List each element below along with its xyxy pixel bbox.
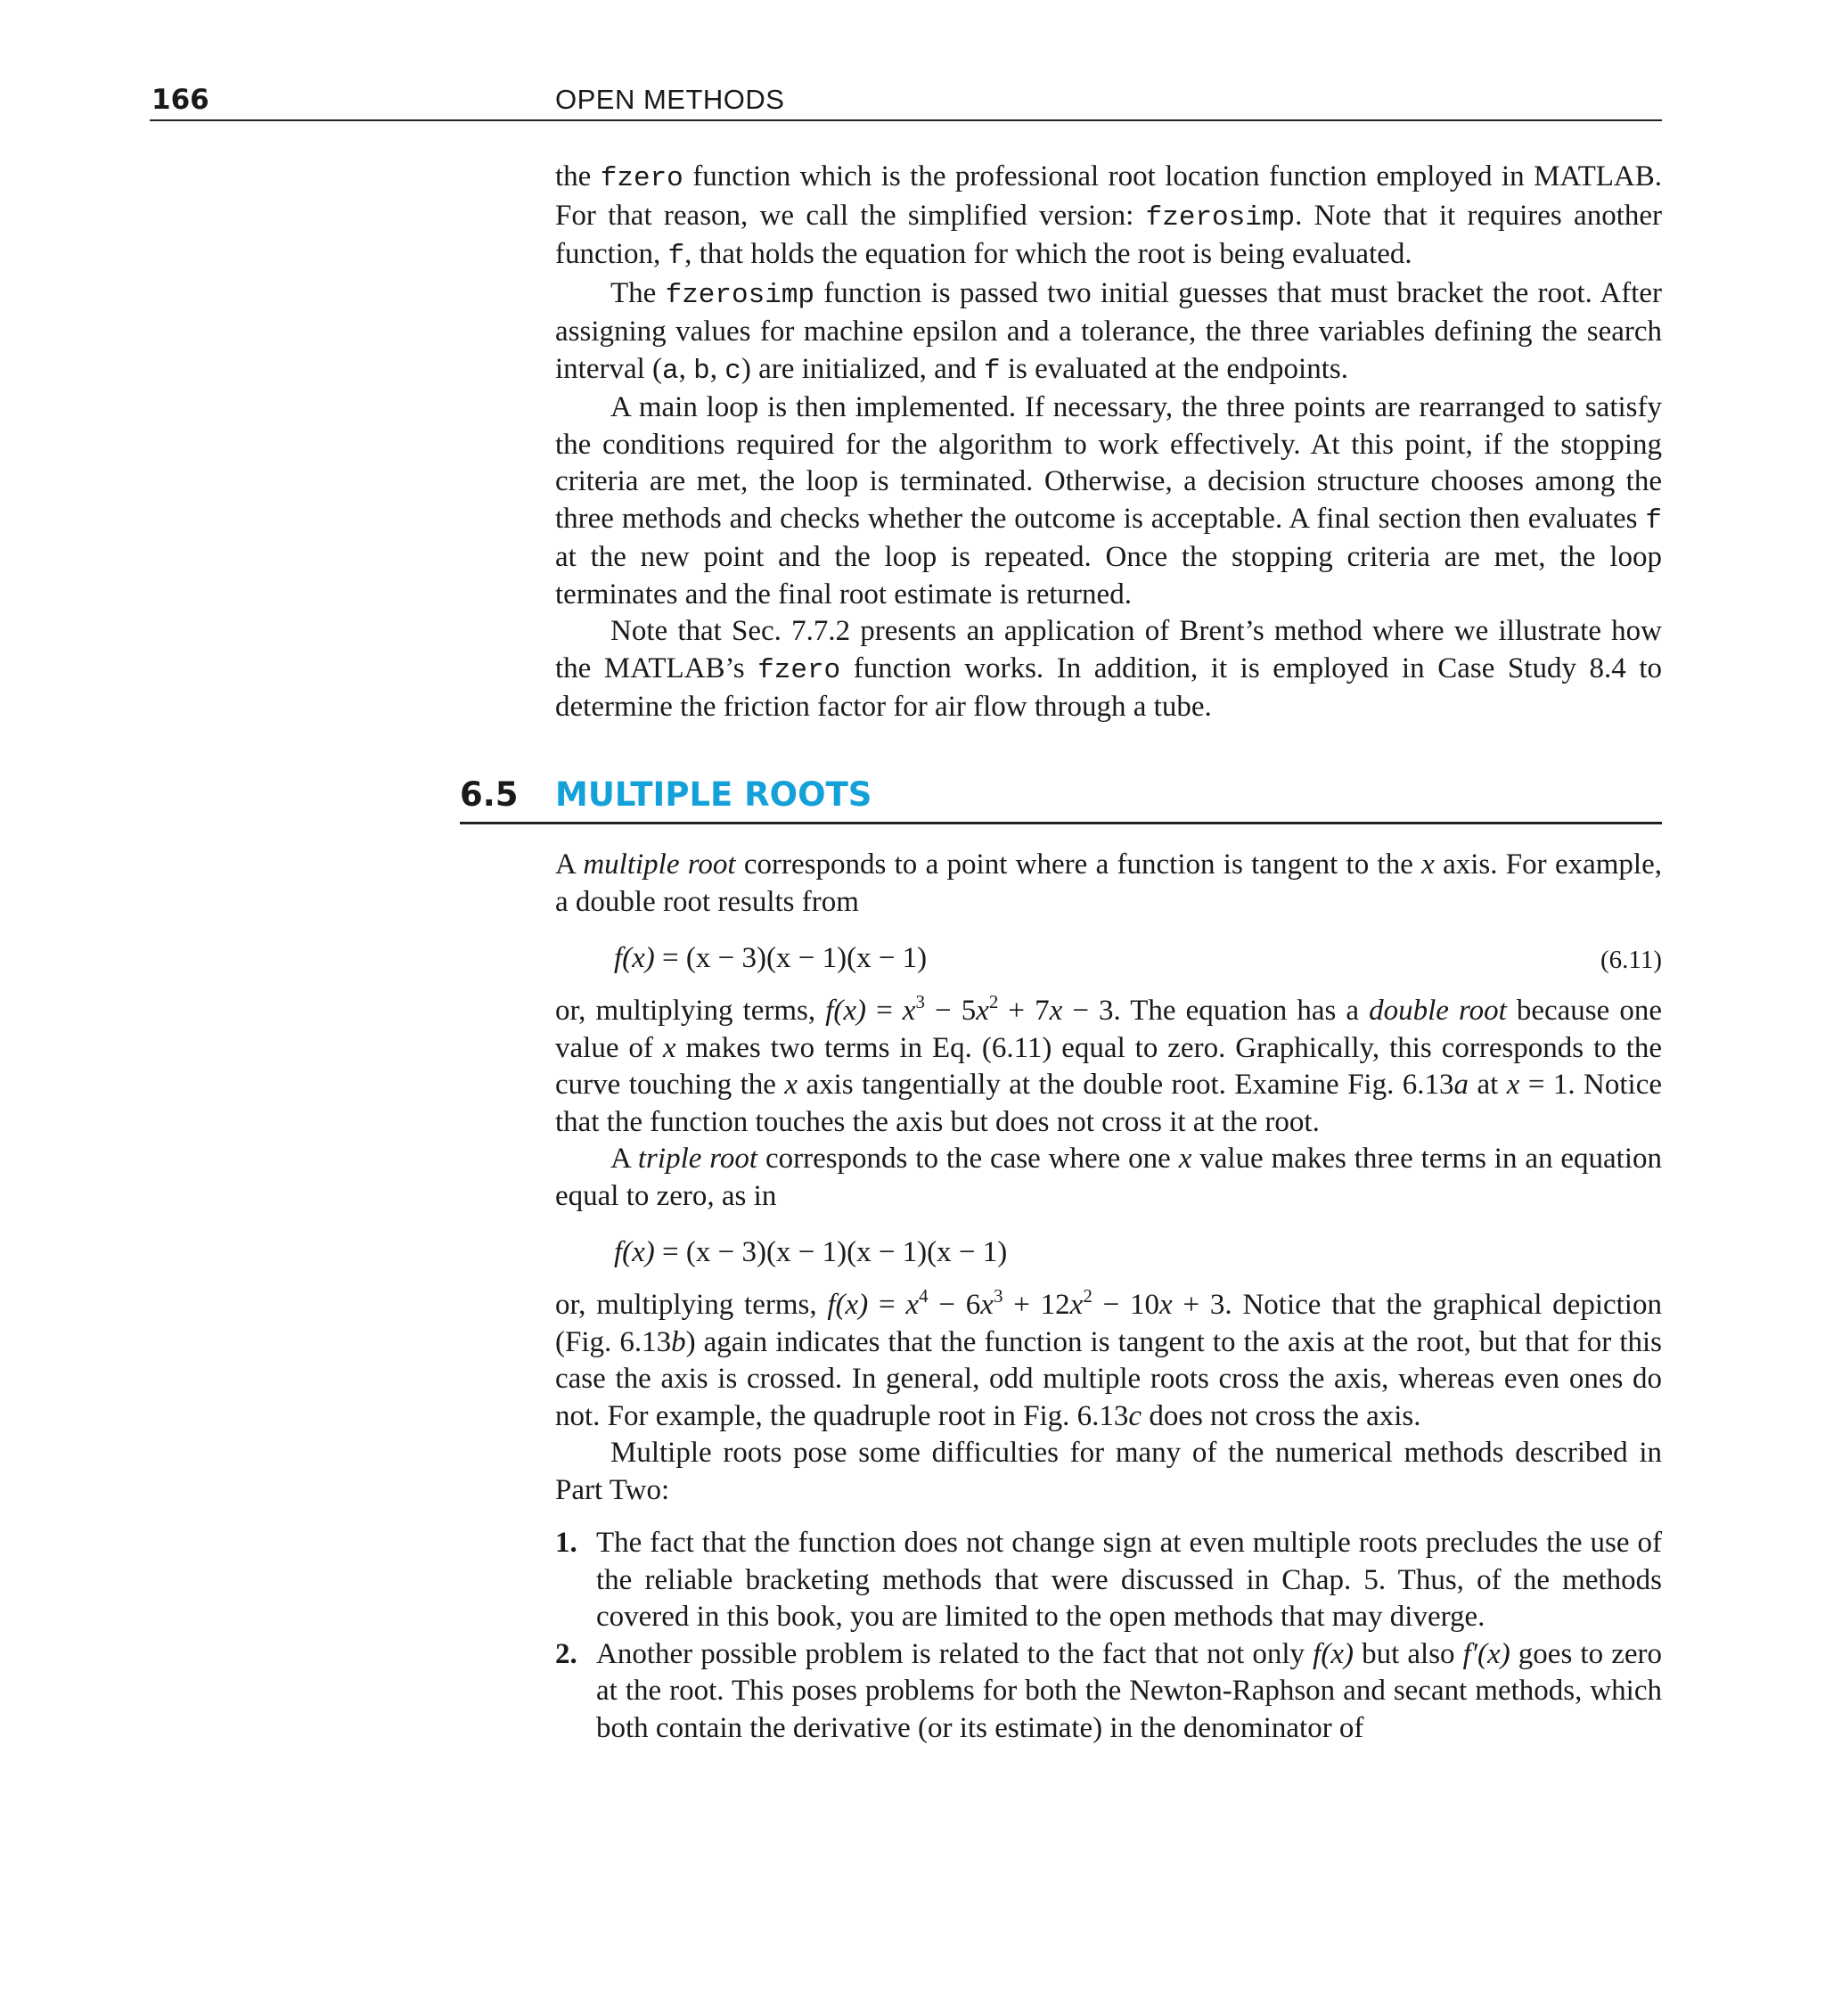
equation-expression <box>614 1234 1007 1272</box>
text-span: = <box>868 1289 906 1321</box>
text-span: , <box>709 352 725 385</box>
code-a: a <box>662 355 679 387</box>
list-item <box>555 1525 1662 1636</box>
paragraph-multiple-root-intro <box>555 847 1662 921</box>
body-text-top <box>555 159 1662 726</box>
text-span: or, multiplying terms, <box>555 995 826 1027</box>
text-span: + 3. Notice that the graphical depiction (Fig. 6.13 <box>555 1289 1662 1358</box>
italic-variable: x <box>1506 1069 1520 1101</box>
text-span: function works. In addition, it is employed in Case Study 8.4 to determine the friction factor for air flow through a tube. <box>555 652 1662 723</box>
text-span: A main loop is then implemented. If necessary, the three points are rearranged to satisfy the conditions required for the algorithm to work effectively. At this point, if the stopping criteria are met, the loop is terminated. Otherwise, a decision structure chooses among the three methods and checks whether the outcome is acceptable. A final section then evaluates <box>555 391 1662 535</box>
text-span: + 12 <box>1003 1289 1070 1321</box>
text-span: A <box>610 1143 638 1175</box>
equation-number: (6.11) <box>1600 946 1662 974</box>
text-span: goes to zero at the root. This poses problems for both the Newton-Raphson and secant methods, which both contain the derivative (or its estimate) in the denominator of <box>596 1637 1662 1744</box>
text-span: Another possible problem is related to the fact that not only <box>596 1637 1314 1670</box>
text-span: value makes three terms in an equation equal to zero, as in <box>555 1143 1662 1212</box>
italic-variable: x <box>1159 1289 1173 1321</box>
section-number: 6.5 <box>460 775 519 814</box>
code-fzero: fzero <box>600 163 683 194</box>
paragraph-double-root <box>555 993 1662 1141</box>
text-span: − 6 <box>928 1289 981 1321</box>
equation-rhs: = (x − 3)(x − 1)(x − 1) <box>654 942 928 974</box>
exponent: 3 <box>993 1285 1003 1307</box>
exponent: 2 <box>1083 1285 1093 1307</box>
code-f: f <box>667 241 685 272</box>
italic-variable: x <box>1049 995 1063 1027</box>
text-span: at the new point and the loop is repeated. Once the stopping criteria are met, the loop terminates and the final root estimate is returned. <box>555 541 1662 611</box>
text-span: A <box>555 848 584 881</box>
text-span: − 3. The equation has a <box>1062 995 1370 1027</box>
code-b: b <box>693 355 710 387</box>
text-span: corresponds to the case where one <box>757 1143 1179 1175</box>
text-span: , <box>678 352 694 385</box>
code-f: f <box>983 355 1001 387</box>
italic-figure-label: b <box>671 1325 686 1358</box>
text-span: function which is the professional root location function employed in MATLAB. For that reason, we call the simplified version: <box>555 160 1662 232</box>
page-header <box>150 77 1662 121</box>
italic-variable: x <box>662 1031 676 1064</box>
section-title: MULTIPLE ROOTS <box>555 775 872 814</box>
code-f: f <box>1645 504 1662 537</box>
text-span: or, multiplying terms, <box>555 1289 828 1321</box>
exponent: 2 <box>988 991 999 1012</box>
paragraph-difficulties: Multiple roots pose some difficulties for many of the numerical methods described in Part Two: <box>555 1437 1662 1506</box>
italic-variable: x <box>980 1289 994 1321</box>
exponent: 3 <box>915 991 925 1012</box>
paragraph-brent-note <box>555 613 1662 726</box>
italic-variable: x <box>1421 848 1435 881</box>
italic-variable: f(x) <box>1313 1637 1354 1670</box>
italic-variable: x <box>1178 1143 1192 1175</box>
section-heading <box>460 772 1662 824</box>
italic-figure-label: c <box>1128 1399 1142 1432</box>
text-span: is evaluated at the endpoints. <box>1000 352 1348 385</box>
paragraph-odd-even-roots <box>555 1287 1662 1435</box>
text-span: because one value of <box>555 995 1662 1064</box>
text-span: = 1. Notice that the function touches the axis but does not cross it at the root. <box>555 1069 1663 1138</box>
text-span: function is passed two initial guesses that must bracket the root. After assigning values for machine epsilon and a tolerance, the three variables defining the search interval ( <box>555 276 1662 385</box>
equation-6-11 <box>555 940 1662 977</box>
text-span: makes two terms in Eq. (6.11) equal to zero. Graphically, this corresponds to the curve touching the <box>555 1031 1663 1101</box>
italic-variable: x <box>905 1289 920 1321</box>
text-span: ) again indicates that the function is tangent to the axis at the root, but that for this case the axis is crossed. In general, odd multiple roots cross the axis, whereas even ones do not. For example, the quadruple root in Fig. 6.13 <box>555 1325 1662 1432</box>
text-span: − 5 <box>924 995 977 1027</box>
code-c: c <box>724 355 741 387</box>
code-fzerosimp: fzerosimp <box>665 279 815 311</box>
equation-expression <box>614 940 927 978</box>
italic-variable: x <box>976 995 989 1027</box>
page-number: 166 <box>151 84 209 116</box>
equation-triple-root <box>555 1234 1662 1271</box>
text-span: at <box>1469 1069 1507 1101</box>
italic-term: multiple root <box>583 848 736 881</box>
running-head: OPEN METHODS <box>555 84 785 115</box>
difficulties-list <box>555 1525 1662 1747</box>
code-fzero: fzero <box>757 654 841 686</box>
italic-variable: x <box>1069 1289 1084 1321</box>
body-text-section <box>555 847 1662 1747</box>
list-item <box>555 1636 1662 1748</box>
paragraph-fzerosimp-guesses <box>555 275 1662 390</box>
italic-variable: x <box>902 995 916 1027</box>
text-span: ) are initialized, and <box>741 352 984 385</box>
equation-rhs: = (x − 3)(x − 1)(x − 1)(x − 1) <box>654 1236 1008 1268</box>
list-number: 2. <box>555 1637 577 1670</box>
text-span: corresponds to a point where a function is tangent to the <box>735 848 1422 881</box>
italic-term: double root <box>1369 995 1507 1027</box>
italic-figure-label: a <box>1453 1069 1469 1101</box>
paragraph-main-loop <box>555 389 1662 613</box>
list-number: 1. <box>555 1527 577 1559</box>
code-fzerosimp: fzerosimp <box>1145 201 1296 234</box>
equation-lhs: f(x) <box>614 942 655 974</box>
text-span: axis tangentially at the double root. Examine Fig. 6.13 <box>798 1069 1454 1101</box>
text-span: but also <box>1353 1637 1463 1670</box>
italic-variable: f′(x) <box>1462 1637 1510 1670</box>
text-span: = <box>866 995 903 1027</box>
text-span: the <box>555 160 601 193</box>
text-span: does not cross the axis. <box>1142 1399 1421 1432</box>
italic-variable: f(x) <box>825 995 867 1027</box>
exponent: 4 <box>919 1285 929 1307</box>
paragraph-triple-root <box>555 1141 1662 1215</box>
italic-variable: f(x) <box>827 1289 869 1321</box>
text-span: Note that Sec. 7.7.2 presents an application of Brent’s method where we illustrate how the MATLAB’s <box>555 615 1662 684</box>
text-span: + 7 <box>998 995 1050 1027</box>
list-item-text: The fact that the function does not change sign at even multiple roots precludes the use of the reliable bracketing methods that were discussed in Chap. 5. Thus, of the methods covered in this book, you are limited to the open methods that may diverge. <box>596 1527 1662 1633</box>
text-span: . Note that it requires another function, <box>555 199 1663 270</box>
text-span: axis. For example, a double root results from <box>555 848 1662 918</box>
italic-variable: x <box>784 1069 798 1101</box>
paragraph-fzero-intro <box>555 159 1662 275</box>
text-span: − 10 <box>1092 1289 1160 1321</box>
italic-term: triple root <box>637 1143 758 1175</box>
text-span: The <box>610 276 666 309</box>
equation-lhs: f(x) <box>614 1236 655 1268</box>
text-span: , that holds the equation for which the root is being evaluated. <box>684 238 1412 270</box>
